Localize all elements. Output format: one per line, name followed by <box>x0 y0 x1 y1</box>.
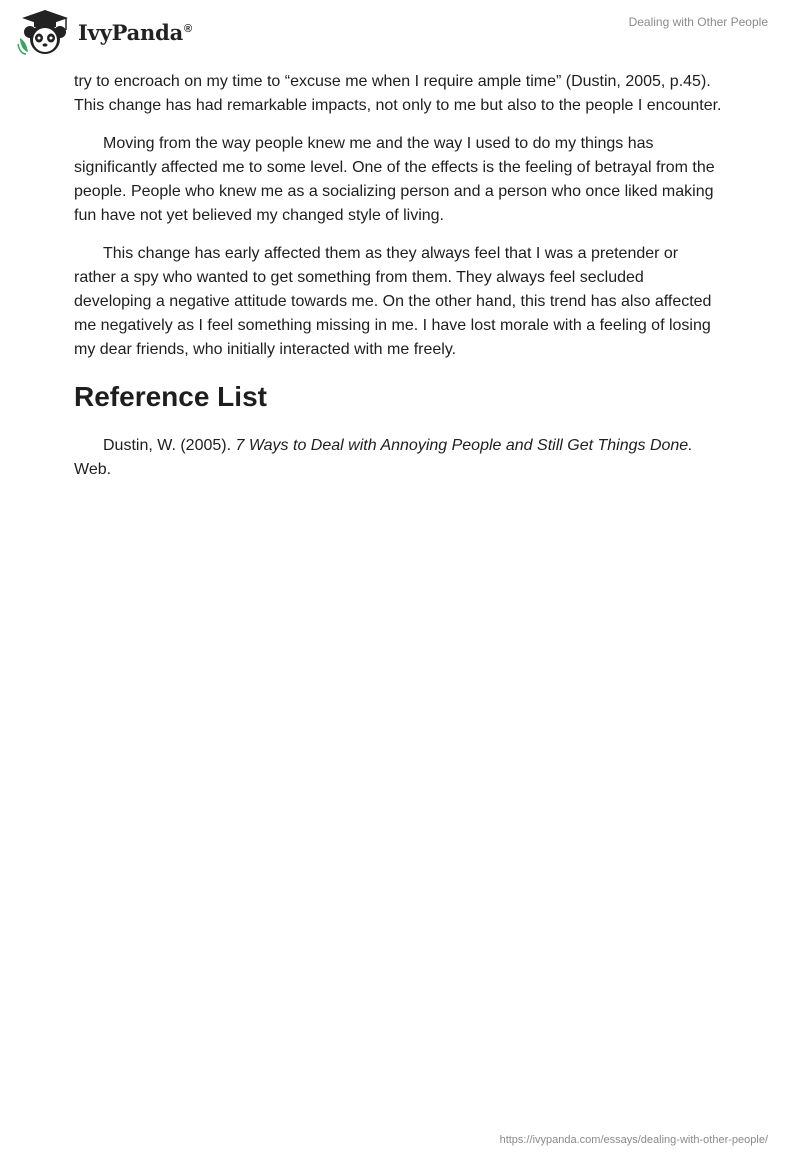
footer-url[interactable]: https://ivypanda.com/essays/dealing-with-other-people/ <box>499 1134 768 1146</box>
brand-name: IvyPanda® <box>78 19 192 45</box>
reference-title: 7 Ways to Deal with Annoying People and Still Get Things Done. <box>235 437 693 454</box>
paragraph-3: This change has early affected them as they always feel that I was a pretender or rather a spy who wanted to get something from them. They always feel secluded developing a negative attitude towards me. On the other hand, this trend has also affected me negatively as I feel something missing in me. I have lost morale with a feeling of losing my dear friends, who initially interacted with me freely. <box>74 245 712 358</box>
registered-mark: ® <box>184 22 192 35</box>
document-title: Dealing with Other People <box>628 15 768 29</box>
reference-entry <box>74 434 724 482</box>
reference-list-heading: Reference List <box>74 381 267 412</box>
panda-graduation-cap-icon <box>16 8 74 56</box>
reference-author: Dustin, W. (2005). <box>103 437 236 454</box>
reference-suffix: Web. <box>74 461 112 478</box>
ivypanda-logo[interactable] <box>16 8 192 56</box>
paragraph-1: try to encroach on my time to “excuse me when I require ample time” (Dustin, 2005, p.45). This change has had remarkable impacts, not only to me but also to the people I encounter. <box>74 73 722 114</box>
page-header <box>0 0 800 64</box>
essay-content <box>74 70 724 482</box>
paragraph-2: Moving from the way people knew me and the way I used to do my things has significantly affected me to some level. One of the effects is the feeling of betrayal from the people. People who knew me as a socializing person and a person who once liked making fun have not yet believed my changed style of living. <box>74 135 715 224</box>
